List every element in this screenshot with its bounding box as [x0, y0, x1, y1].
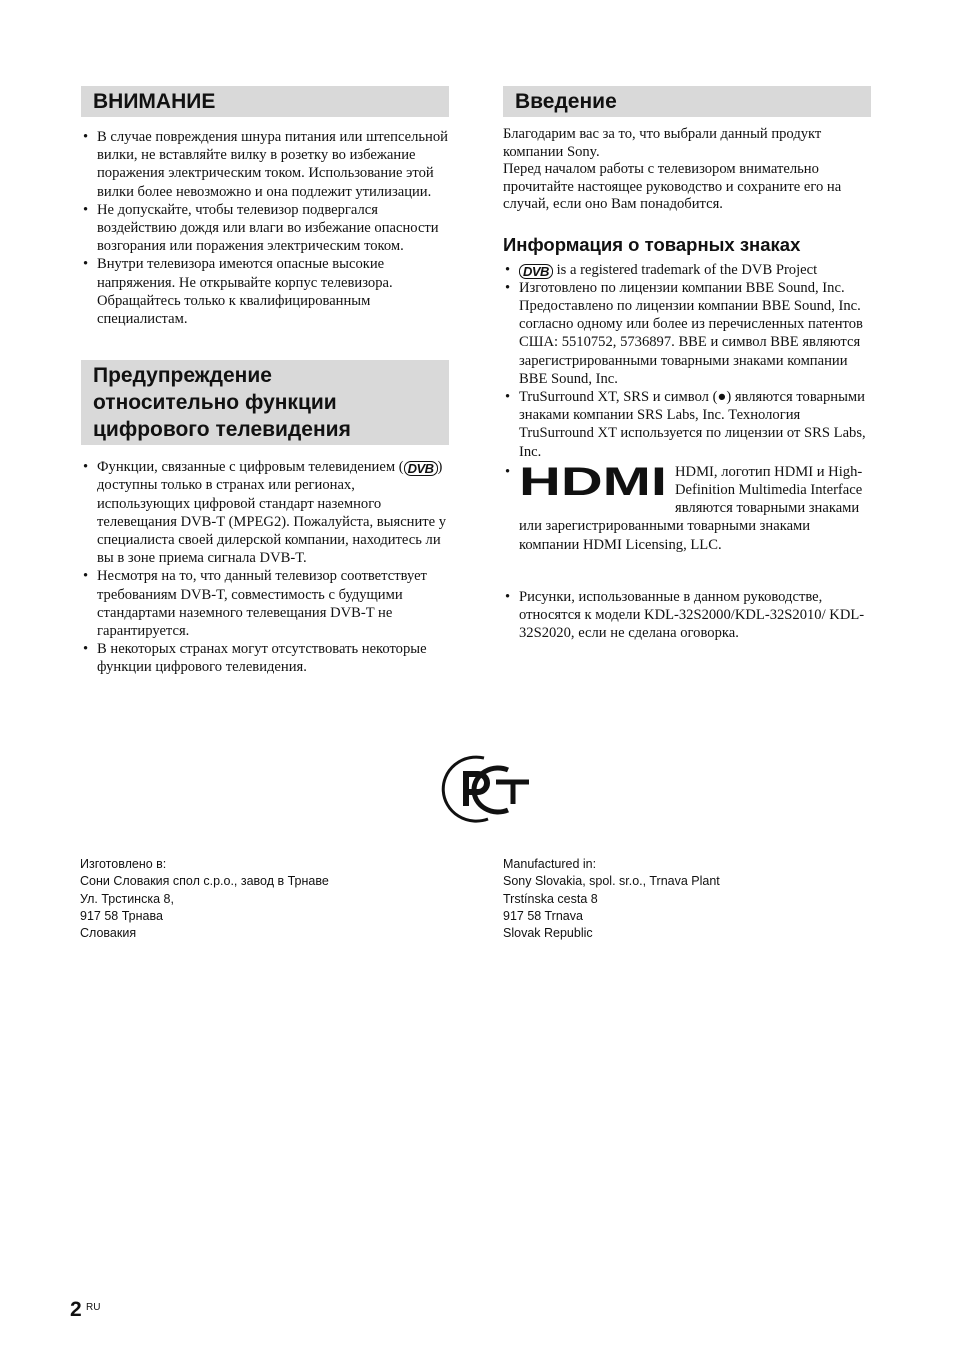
- page-number: 2: [70, 1298, 82, 1321]
- list-item: • В некоторых странах могут отсутствовать некоторые функции цифрового телевидения.: [81, 640, 449, 676]
- address-en: [503, 856, 720, 942]
- digital-tv-heading-line: цифрового телевидения: [93, 418, 351, 442]
- list-item: [81, 458, 449, 567]
- pct-certification-mark: [436, 752, 532, 826]
- list-item: • Изготовлено по лицензии компании BBE Sound, Inc. Предоставлено по лицензии компании BBE Sound, Inc. согласно одному или более из перечисленных патентов США: 5510752, 5736897. BBE и символ BBE являются зарегистрированными товарными знаками компании BBE Sound, Inc.: [503, 279, 871, 388]
- digital-tv-heading-line: относительно функции: [93, 391, 337, 415]
- warning-list: [81, 128, 449, 328]
- digital-tv-heading: [81, 360, 449, 445]
- text-span: Функции, связанные с цифровым телевидением (: [97, 459, 404, 476]
- left-column: [81, 86, 449, 677]
- list-item: [503, 463, 871, 554]
- right-column: [503, 86, 871, 642]
- intro-paragraph: Благодарим вас за то, что выбрали данный продукт компании Sony.: [503, 126, 822, 160]
- list-item: • Внутри телевизора имеются опасные высокие напряжения. Не открывайте корпус телевизора. Обращайтесь только к квалифицированным специалистам.: [81, 255, 449, 328]
- intro-heading: Введение: [503, 86, 871, 117]
- address-line: Slovak Republic: [503, 926, 593, 941]
- trademarks-heading: Информация о товарных знаках: [503, 233, 801, 255]
- address-line: Изготовлено в:: [80, 857, 167, 871]
- intro-paragraph: Перед началом работы с телевизором внимательно прочитайте настоящее руководство и сохраните его на случай, если оно Вам понадобится.: [503, 161, 842, 212]
- srs-icon: ●: [717, 388, 727, 405]
- list-item: • Не допускайте, чтобы телевизор подвергался воздействию дождя или влаги во избежание опасности возгорания или поражения электрическим током.: [81, 201, 449, 256]
- trademarks-list: [503, 261, 871, 554]
- address-line: Manufactured in:: [503, 857, 597, 871]
- list-item: [503, 261, 871, 279]
- text-span: ) доступны только в странах или регионах, использующих цифровой стандарт наземного телевещания DVB-T (MPEG2). Пожалуйста, выясните у специалиста своей дилерской компании, находитесь ли вы в зоне приема сигнала DVB-T.: [97, 459, 447, 567]
- list-item: [503, 388, 871, 461]
- address-line: Ул. Трстинска 8,: [80, 891, 174, 906]
- text-span: HDMI, логотип HDMI и High-Definition Multimedia Interface являются товарными знаками или зарегистрированными товарными знаками компании HDMI Licensing, LLC.: [519, 463, 863, 553]
- address-line: Sony Slovakia, spol. sr.o., Trnava Plant: [503, 874, 720, 889]
- note-list: [503, 588, 871, 643]
- svg-text:HDMI: • HDMI: [519, 464, 667, 501]
- list-item: • Рисунки, использованные в данном руководстве, относятся к модели KDL-32S2000/KDL-32S2010/ KDL-32S2020, если не сделана оговорка.: [503, 588, 871, 643]
- address-line: 917 58 Трнава: [80, 908, 163, 923]
- address-line: Trstínska cesta 8: [503, 891, 598, 906]
- text-span: ) являются товарными знаками компании SRS Labs, Inc. Технология TruSurround XT используется по лицензии от SRS Labs, Inc.: [519, 388, 866, 460]
- address-line: Словакия: [80, 926, 137, 941]
- digital-tv-heading-line: Предупреждение: [93, 364, 272, 388]
- text-span: TruSurround XT, SRS и символ (: [519, 388, 718, 405]
- digital-tv-list: [81, 458, 449, 676]
- text-span: is a registered trademark of the DVB Project: [552, 261, 818, 278]
- dvb-logo: DVB: [519, 264, 553, 279]
- address-line: Сони Словакия спол с.р.о., завод в Трнаве: [80, 874, 329, 889]
- list-item: • Несмотря на то, что данный телевизор соответствует требованиям DVB-T, совместимость с будущими стандартами наземного телевещания DVB-T не гарантируется.: [81, 567, 449, 640]
- dvb-logo: DVB: [404, 461, 438, 476]
- page-language: RU: [86, 1302, 101, 1313]
- list-item: • В случае повреждения шнура питания или штепсельной вилки, не вставляйте вилку в розетку во избежание поражения электрическим током. Использование этой вилки более невозможно и она подлежит утилизации.: [81, 128, 449, 201]
- warning-heading: ВНИМАНИЕ: [81, 86, 449, 117]
- address-line: 917 58 Trnava: [503, 908, 583, 923]
- address-ru: [80, 856, 329, 942]
- hdmi-logo: [519, 465, 669, 501]
